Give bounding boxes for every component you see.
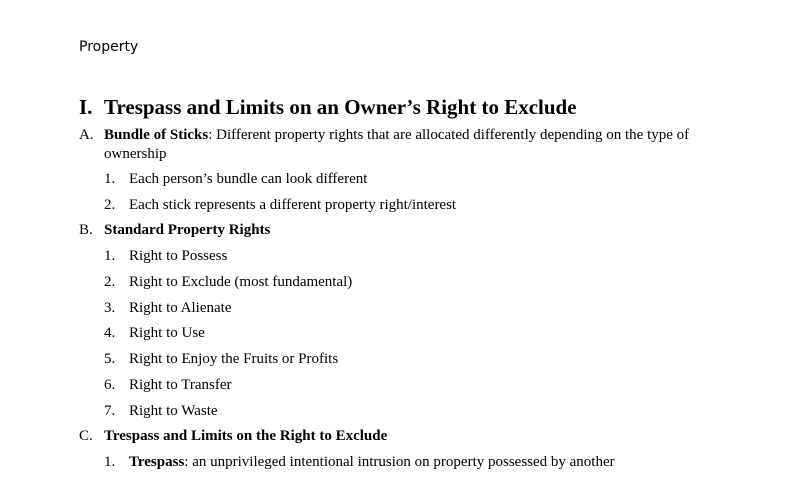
item-text: Each stick represents a different property right/interest <box>129 197 457 213</box>
item-marker: B. <box>79 222 93 238</box>
section-title: Trespass and Limits on an Owner’s Right to Exclude <box>104 95 577 119</box>
item-text: Right to Alienate <box>129 300 232 316</box>
item-term: Trespass and Limits on the Right to Exclude <box>104 428 388 444</box>
section-heading <box>79 94 577 120</box>
item-text: Right to Exclude (most fundamental) <box>129 274 353 290</box>
item-marker: 2. <box>104 274 116 290</box>
item-term: Trespass <box>129 454 185 470</box>
item-description: : Different property rights that are allocated differently depending on the type of ownership <box>104 127 690 162</box>
item-marker: C. <box>79 428 93 444</box>
item-marker: 3. <box>104 300 116 316</box>
item-text: Right to Transfer <box>129 377 232 393</box>
item-marker: A. <box>79 127 94 143</box>
section-number: I. <box>79 95 93 119</box>
item-marker: 2. <box>104 197 116 213</box>
item-text: Right to Enjoy the Fruits or Profits <box>129 351 339 367</box>
item-marker: 1. <box>104 171 116 187</box>
item-marker: 5. <box>104 351 116 367</box>
page-header: Property <box>79 39 139 55</box>
item-description: : an unprivileged intentional intrusion on property possessed by another <box>184 454 615 470</box>
item-text <box>129 453 615 472</box>
item-marker: 6. <box>104 377 116 393</box>
item-text: Right to Possess <box>129 248 228 264</box>
item-marker: 4. <box>104 325 116 341</box>
item-term: Standard Property Rights <box>104 222 271 238</box>
item-marker: 1. <box>104 454 116 470</box>
item-marker: 7. <box>104 403 116 419</box>
item-marker: 1. <box>104 248 116 264</box>
item-text: Each person’s bundle can look different <box>129 171 368 187</box>
item-text: Right to Waste <box>129 403 218 419</box>
item-term: Bundle of Sticks <box>104 127 209 143</box>
item-text <box>104 126 704 164</box>
item-text: Right to Use <box>129 325 205 341</box>
